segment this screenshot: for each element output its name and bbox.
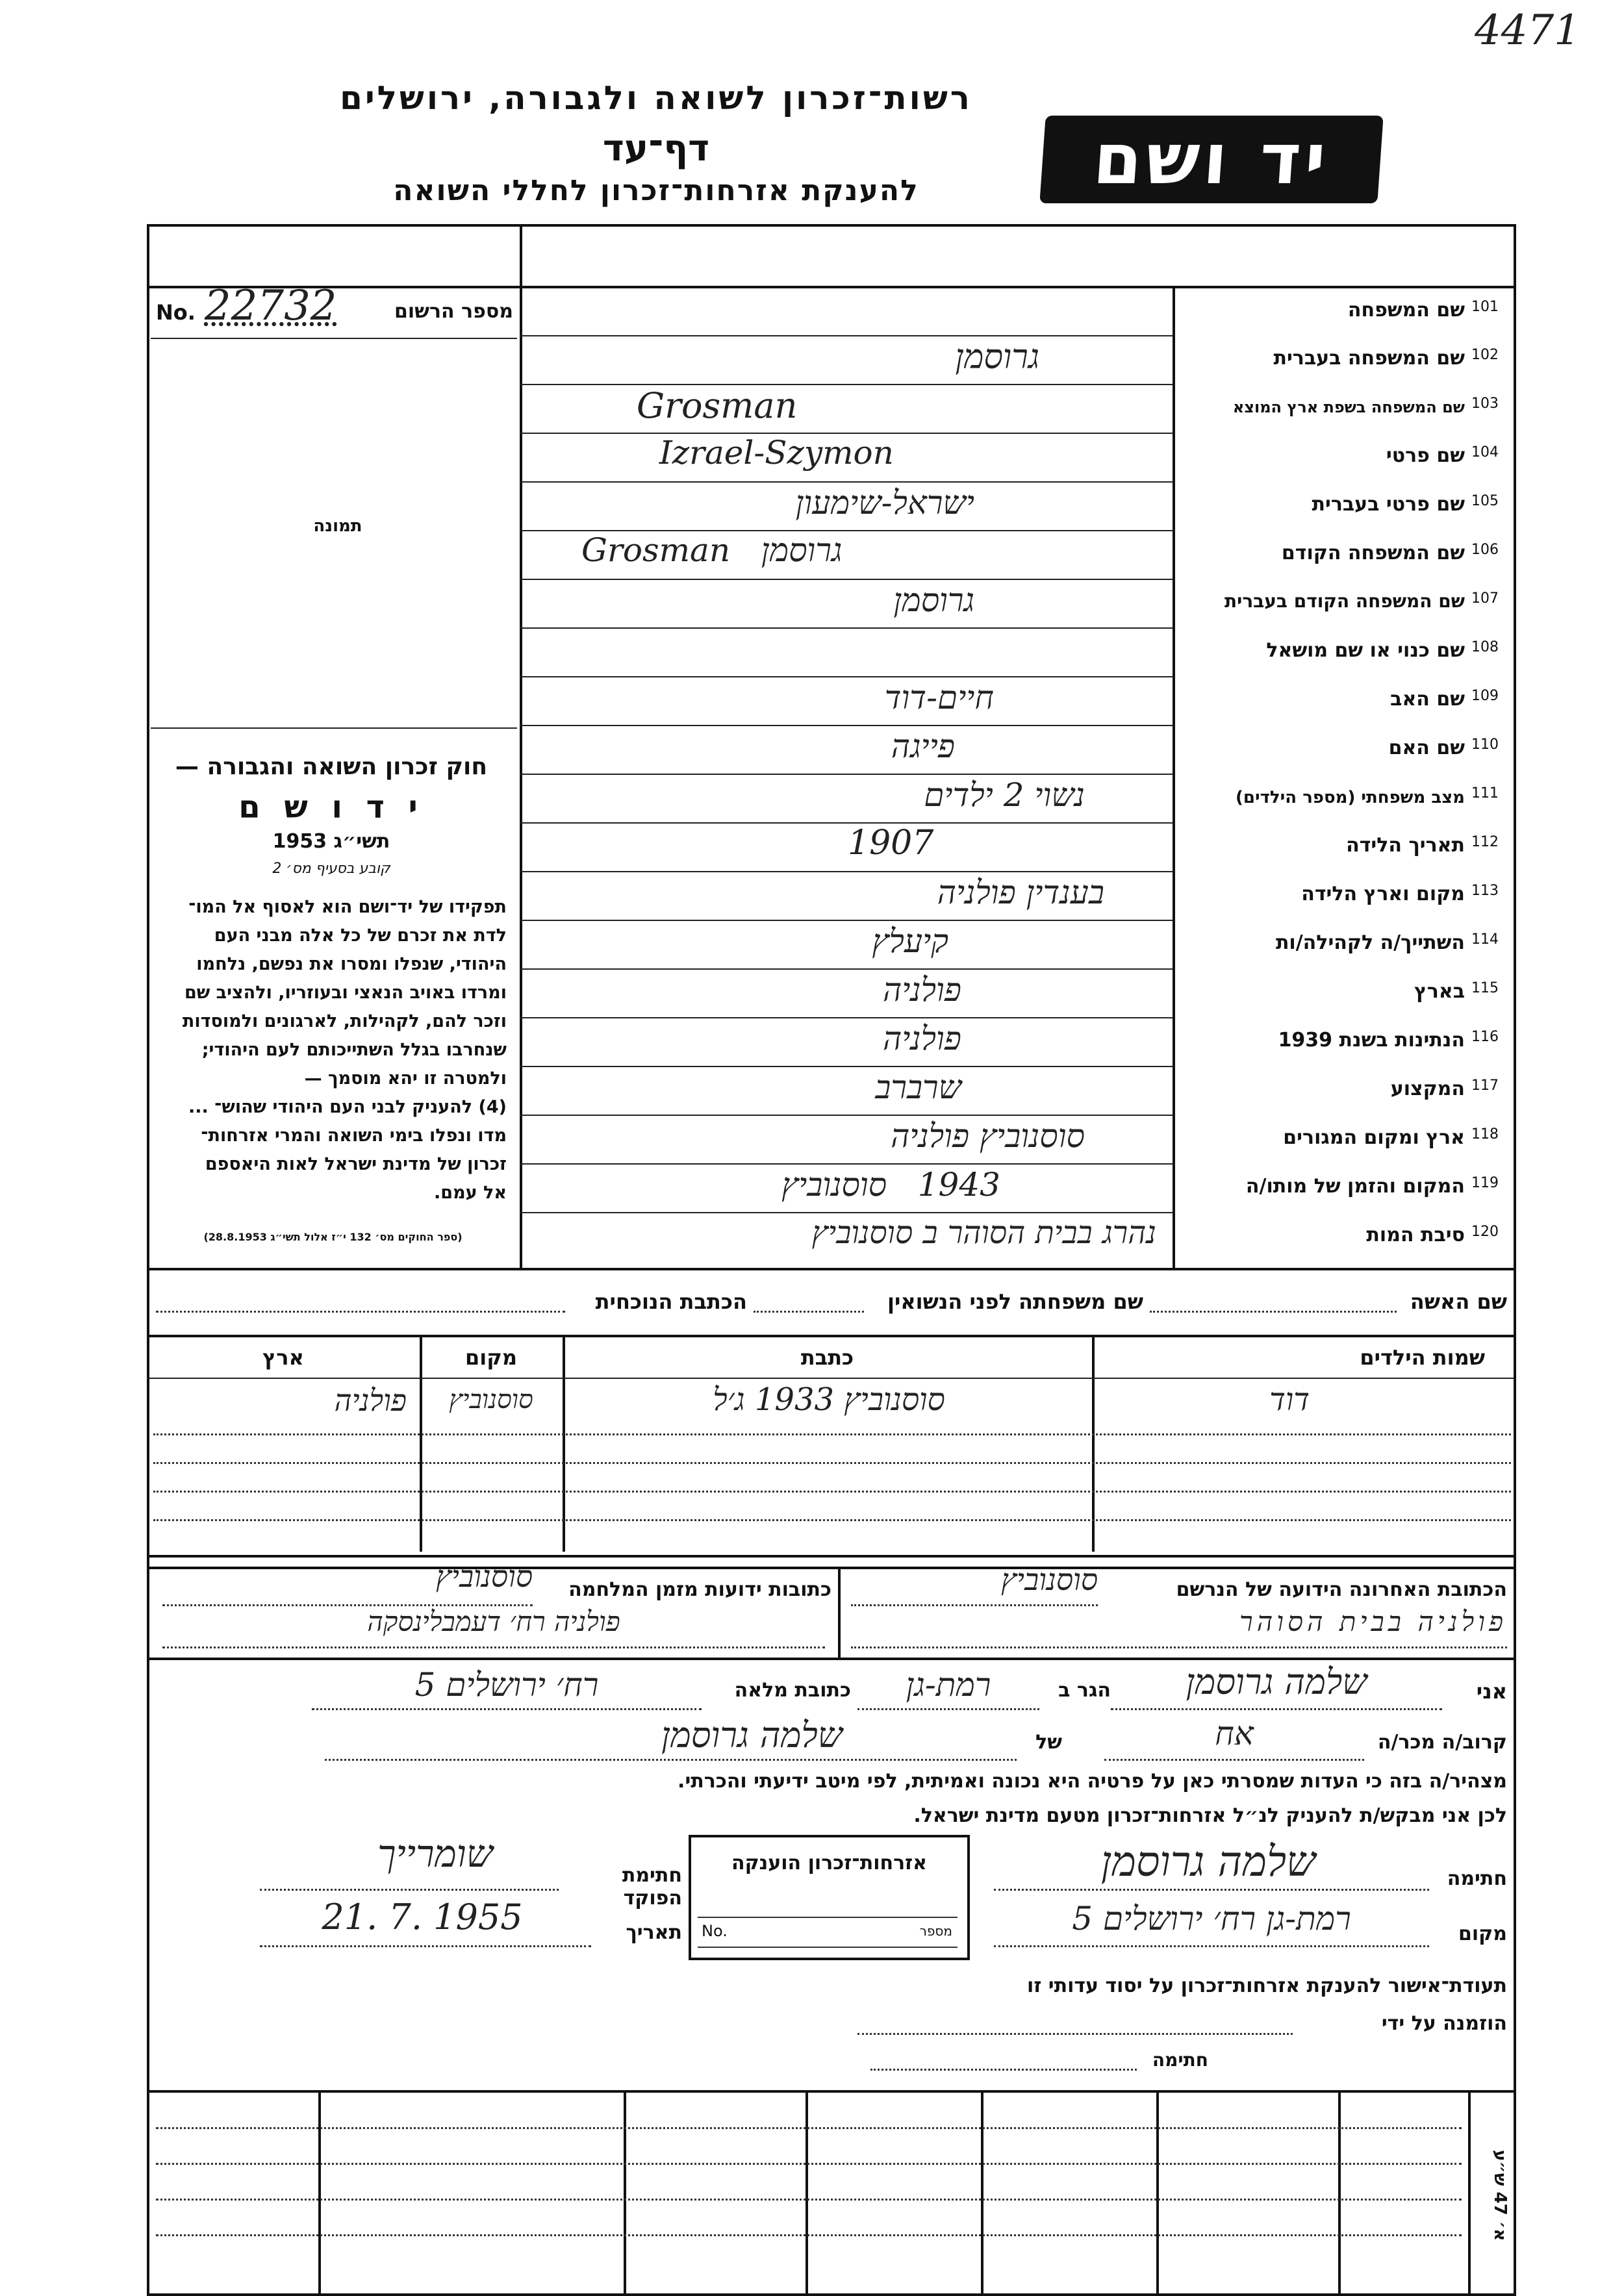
reg-number-value: 22732 [204,282,337,330]
law-line: ולמטרה זו יהא מוסמך — [304,1068,507,1089]
grid-col [624,2090,626,2295]
law-line: ומרדו באויב הנאצי ובעוזריו, ולהציב שם [184,983,507,1003]
field-value: פייגה [891,727,955,765]
field-number: 113 [1471,883,1499,899]
law-title: חוק זכרון השואה והגבורה — [175,753,488,780]
row-dots [153,1433,1511,1435]
field-value: פולניה [882,1020,961,1057]
field-label: שם האב [1390,688,1465,711]
law-line: היהודי, שנפלו ומסרו את נפשם, נלחמו [196,954,507,974]
field-row-103 [520,384,1514,433]
law-line: שנחרבו בגלל השתייכותם לעם היהודי; [201,1040,507,1060]
law-name: י ד ו ש ם [238,789,424,826]
field-row-113 [520,871,1514,920]
declarant-name: שלמה גרוסמן [1186,1661,1367,1702]
child-address: סוסנוביץ 1933 ג׳ל [713,1381,945,1418]
field-label: מקום וארץ הלידה [1301,883,1465,905]
field-number: 117 [1471,1078,1499,1094]
dots [325,1759,1017,1761]
field-label: שם המשפחה בשפת ארץ המוצא [1232,398,1465,416]
field-number: 111 [1471,785,1499,801]
field-label: שם פרטי בעברית [1312,493,1465,516]
fields-grid [520,286,1514,1268]
field-label: ארץ ומקום המגורים [1283,1126,1465,1149]
field-row-117 [520,1066,1514,1115]
field-row-106 [520,530,1514,579]
wife-maiden-line [754,1311,864,1313]
field-row-102 [520,335,1514,384]
certificate-line-2: הוזמנה על ידי [1381,2012,1507,2035]
reg-no-prefix: No. [156,300,196,325]
field-label: שם המשפחה בעברית [1273,347,1465,370]
relative-label: קרוב/ה מכר/ה [1377,1731,1507,1754]
field-value: 1943 סוסנוביץ [781,1166,1000,1204]
dots [1104,1759,1364,1761]
child-name: דוד [1269,1381,1310,1418]
full-address-value: רח׳ ירושלים 5 [414,1666,599,1704]
law-line: מדו ונפלו בימי השואה והמרי אזרחות־ [201,1126,507,1146]
law-line: וזכר להם, לקהילות, לארגונים ולמוסדות [182,1011,507,1031]
fields-bottom-line [147,1268,1516,1270]
field-value: Grosman [637,385,798,426]
grid-col [1468,2090,1471,2295]
field-label: המקום והזמן של מותו/ה [1245,1175,1465,1198]
field-number: 106 [1471,542,1499,558]
field-row-101 [520,286,1514,335]
field-row-116 [520,1017,1514,1066]
grid-dots [156,2199,1462,2201]
last-address-value-1: סוסנוביץ [1000,1562,1098,1597]
field-value: נהרג בבית הסוהר ב סוסנוביץ [811,1215,1156,1251]
declaration-text-1: מצהיר/ה בזה כי העדות שמסרתי כאן על פרטיה היא נכונה ואמיתית, לפי מיטב ידיעתי והכרתי. [678,1770,1507,1793]
child-country: פולניה [334,1383,407,1418]
field-value: פולניה [882,971,961,1009]
field-row-119 [520,1163,1514,1212]
law-section: קובע בסעיף מס׳ 2 [272,861,390,877]
grid-col [981,2090,983,2295]
field-value: ישראל-שימעון [795,484,974,522]
official-signature-label: חתימת הפוקד [622,1864,682,1910]
dots [851,1646,1507,1648]
field-number: 107 [1471,590,1499,607]
law-line: זכרון של מדינת ישראל לאות היאספם [205,1154,507,1174]
field-number: 118 [1471,1126,1499,1142]
relative-value: אח [1215,1715,1254,1752]
field-value: Grosman גרוסמן [581,531,843,569]
resides-value: רמת-גן [906,1666,991,1704]
field-number: 108 [1471,639,1499,655]
field-label: שם האם [1388,737,1465,759]
date-value: 21. 7. 1955 [322,1897,523,1937]
law-line: (4) להעניק לבני העם היהודי שהוש־ ... [188,1097,507,1117]
law-line: תפקידו של יד־ושם הוא לאסוף אל המו־ [188,897,507,917]
stamp-number-label: מספר [919,1923,952,1939]
dots [857,2033,1293,2035]
field-number: 110 [1471,737,1499,753]
frame-top [147,224,1516,227]
field-number: 114 [1471,931,1499,948]
corner-number: 4471 [1475,6,1580,55]
last-address-value-2: פולניה בבית הסוהר [1239,1606,1507,1637]
field-row-114 [520,920,1514,968]
grid-col [1156,2090,1159,2295]
field-value: קיעלץ [872,922,948,960]
field-row-120 [520,1212,1514,1264]
authority-title: רשות־זכרון לשואה ולגבורה, ירושלים [340,79,972,117]
law-line: אל עמם. [434,1183,507,1203]
field-value: שרברב [875,1068,961,1106]
field-number: 120 [1471,1224,1499,1240]
dots [162,1646,825,1648]
frame-left [147,224,149,2296]
field-label: שם המשפחה [1347,299,1465,322]
bottom-code: א׳ 47 ש״ע [1490,2149,1510,2241]
field-value: בענדין פולניה [937,874,1104,911]
field-number: 102 [1471,347,1499,363]
row-dots [153,1462,1511,1464]
declaration-text-2: לכן אני מבקש/ת להעניק לנ״ל אזרחות־זכרון מטעם מדינת ישראל. [913,1804,1507,1827]
wife-maiden-label: שם משפחתה לפני הנשואין [887,1289,1143,1314]
of-value: שלמה גרוסמן [661,1715,843,1756]
col-header-children: שמות הילדים [1360,1345,1485,1370]
field-label: המקצוע [1390,1078,1465,1100]
field-row-107 [520,579,1514,627]
dots [857,1708,1039,1710]
wife-label: שם האשה [1410,1289,1507,1314]
dots [870,2069,1137,2071]
grid-dots [156,2163,1462,2165]
law-section-divider [151,727,517,729]
field-label: שם כנוי או שם מושאל [1266,639,1465,662]
field-row-105 [520,481,1514,530]
citizenship-stamp-box [689,1835,970,1960]
address-divider [838,1567,841,1658]
grid-col [805,2090,808,2295]
header-line [147,1378,1514,1379]
field-row-111 [520,774,1514,822]
field-label: השתייך/ה לקהילה/ות [1275,931,1465,954]
reg-underline [151,338,517,339]
field-label: שם המשפחה הקודם [1281,542,1465,564]
of-label: של [1035,1731,1062,1754]
field-row-118 [520,1115,1514,1163]
field-number: 103 [1471,396,1499,412]
dots [994,1945,1429,1947]
stamp-title: אזרחות־זכרון הוענקה [731,1852,928,1874]
frame-bottom [147,2293,1516,2296]
wife-address-label: הכתבת הנוכחית [595,1289,747,1314]
field-value: סוסנוביץ פולניה [891,1117,1085,1155]
grid-dots [156,2127,1462,2129]
col-header-country: ארץ [262,1345,304,1370]
field-number: 101 [1471,299,1499,315]
grid-dots [156,2234,1462,2236]
yad-vashem-logo [1039,116,1383,203]
field-row-110 [520,725,1514,774]
photo-label: תמונה [313,516,362,536]
field-row-115 [520,968,1514,1017]
official-signature: שומרייך [377,1832,493,1876]
dots [260,1889,559,1891]
field-label: הנתינות בשנת 1939 [1278,1029,1465,1052]
field-number: 104 [1471,444,1499,460]
address-bottom-line [147,1658,1516,1660]
field-label: תאריך הלידה [1346,834,1465,857]
field-label: סיבת המות [1366,1224,1465,1246]
grid-col [318,2090,321,2295]
law-citation: (ספר החוקים מס׳ 132 י״ז אלול תשי״ג 28.8.1953) [203,1231,463,1243]
form-title: דף־עד [602,127,710,170]
field-number: 105 [1471,493,1499,509]
place-label: מקום [1458,1923,1507,1945]
child-place: סוסנוביץ [449,1385,533,1415]
stamp-number-field [698,1917,958,1948]
field-value: נשוי 2 ילדים [924,776,1085,814]
logo-text: יד ושם [1091,119,1332,200]
date-label: תאריך [626,1921,682,1944]
field-value: 1907 [848,824,934,863]
field-label: בארץ [1414,980,1465,1003]
war-address-value-2: פולניה רח׳ דעמבלינסקה [367,1606,620,1637]
law-text [162,893,507,1207]
stamp-no-prefix: No. [702,1922,728,1940]
declarant-signature: שלמה גרוסמן [1100,1838,1316,1886]
field-row-108 [520,627,1514,676]
war-address-label: כתובות ידועות מזמן המלחמה [568,1578,831,1601]
field-row-104 [520,433,1514,481]
certificate-line-1: תעודת־אישור להענקת אזרחות־זכרון על יסוד עדותי זו [1027,1974,1507,1997]
wife-address-line [156,1311,565,1313]
col-header-place: מקום [465,1345,517,1370]
full-address-label: כתובת מלאה [734,1679,851,1702]
declaration-i-label: אני [1476,1679,1507,1704]
field-number: 115 [1471,980,1499,996]
certificate-sig-label: חתימה [1152,2049,1208,2071]
wife-name-line [1150,1311,1397,1313]
place-value: רמת-גן רח׳ ירושלים 5 [1072,1900,1351,1937]
frame-right [1514,224,1516,2296]
field-label: שם המשפחה הקודם בעברית [1224,590,1465,612]
field-number: 112 [1471,834,1499,850]
dots [994,1889,1429,1891]
grid-col [1338,2090,1341,2295]
field-row-109 [520,676,1514,725]
signature-label: חתימה [1447,1867,1507,1890]
law-year: תשי״ג 1953 [272,830,390,853]
field-label: מצב משפחתי (מספר הילדים) [1235,788,1465,807]
children-table [147,1335,1516,1558]
dots [312,1708,702,1710]
registration-number [156,282,513,330]
field-row-112 [520,822,1514,871]
bottom-grid-top [147,2090,1516,2093]
row-dots [153,1491,1511,1493]
field-value: גרוסמן [893,581,974,619]
row-dots [153,1519,1511,1521]
war-address-value-1: סוסנוביץ [435,1559,533,1594]
field-number: 109 [1471,688,1499,704]
field-value: Izrael-Szymon [659,434,894,472]
field-label: שם פרטי [1386,444,1465,467]
law-line: לדת את זכרם של כל אלה מבני העם [214,926,507,946]
reg-label: מספר הרשום [394,300,513,323]
field-number: 119 [1471,1175,1499,1191]
resides-label: הגר ב [1058,1679,1111,1702]
field-value: חיים-דוד [884,679,994,716]
field-value: גרוסמן [955,338,1039,377]
last-address-label: הכתובת האחרונה הידועה של הנרשם [1176,1578,1507,1601]
col-header-address: כתבת [800,1345,854,1370]
dots [1111,1708,1442,1710]
dots [260,1945,591,1947]
field-number: 116 [1471,1029,1499,1045]
form-subtitle: להענקת אזרחות־זכרון לחללי השואה [393,174,919,207]
